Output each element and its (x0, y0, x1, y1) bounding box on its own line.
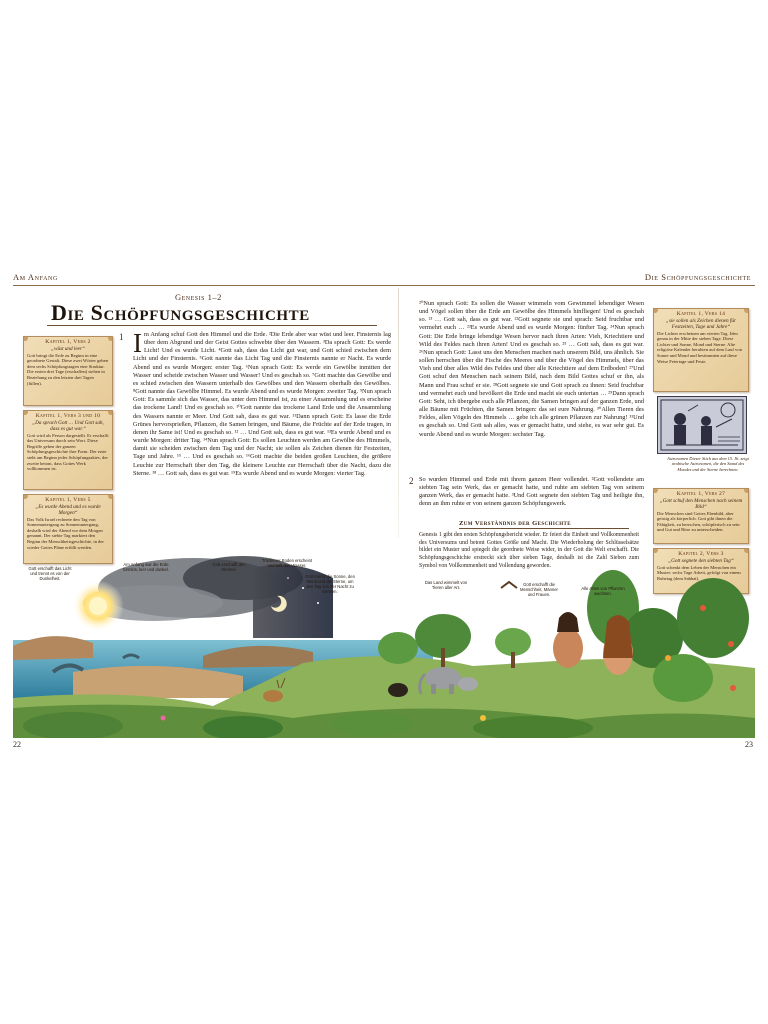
note-body: Die Menschen sind Gottes Ebenbild, aber geistig als körperlich. Gott gibt ihnen die Fähigkeit, zu herrschen, schöpferisch zu sein und Gut und Böse zu unterscheiden. (657, 510, 740, 533)
book-spread (13, 270, 755, 754)
note-body: Gott wird als Person dargestellt. Er erschafft das Universum durch sein Wort. Diese Begriffe geben der ganzen Schöpfungsgeschichte ihre Form. Der erste steht am Beginn jedes Schöpfungsaktes, der zweite betont, dass Gottes Werk vollkommen ist. (27, 432, 109, 472)
page-title: Die Schöpfungsgeschichte (51, 300, 310, 325)
page-number-right: 23 (745, 740, 753, 749)
label-animals: Das Land wimmelt von Tieren aller Art. (424, 580, 468, 590)
creation-illustration (13, 548, 755, 738)
label-humans: Gott erschafft die Menschheit, Männer und Frauen. (520, 582, 558, 597)
chapter-number-2: 2 (409, 476, 414, 486)
label-lights: Gott macht die Sonne, den Mond und die Sterne, um den Tag von der Nacht zu trennen. (305, 574, 355, 594)
header-rule (13, 285, 755, 286)
running-head-right: Die Schöpfungsgeschichte (644, 272, 751, 282)
note-quote: „wüst und leer“ (51, 345, 85, 352)
page-gutter (398, 288, 399, 538)
note-chapter1-verse27 (653, 488, 749, 544)
note-ref: Kapitel 1, Vers 27 (676, 491, 726, 497)
genesis-chapter1-verses1-19: m Anfang schuf Gott den Himmel und die Erde. ²Die Erde aber war wüst und leer. Finsternis lag über dem Abgrund und der Geist Gottes schwebte über den Wassern. ³Da sprach Gott: Es werde Licht! Und es wurde Licht. ⁴Gott sah, dass das Licht gut war, und Gott schied zwischen dem Licht und der Finsternis. ⁵Gott nannte das Licht Tag und die Finsternis nannte er Nacht. Es wurde Abend und es wurde Morgen: erster Tag. ⁶Nun sprach Gott: Es werde ein Gewölbe inmitten der Wasser und scheide zwischen Wasser und Wasser! Und es geschah so. ⁷Gott machte das Gewölbe und es schied zwischen den Wassern unterhalb des Gewölbes und den Wassern oberhalb des Gewölbes. ⁸Gott nannte das Gewölbe Himmel. Es wurde Abend und es wurde Morgen: zweiter Tag. ⁹Nun sprach Gott: Es sammle sich das Wasser, das unter dem Himmel ist, zu einer Ansammlung und es erscheine das trockene Land! Und es geschah so. ¹⁰Gott nannte das trockene Land Erde und die Ansammlung des Wassers nannte er Meer. Und Gott sah, dass es gut war. ¹¹Dann sprach Gott: Es lasse die Erde Grünes hervorsprießen, Pflanzen, die Samen bringen, und Bäume, die Früchte auf der Erde tragen, in denen ihr Same ist! Und es geschah so. ¹² … Und Gott sah, dass es gut war. ¹³Es wurde Abend und es wurde Morgen: dritter Tag. ¹⁴Nun sprach Gott: Es sollen Leuchten werden am Gewölbe des Himmels, damit sie scheiden zwischen dem Tag und der Nacht; sie sollen als Zeichen dienen für Festzeiten, Tage und Jahre. ¹⁵ … Und es geschah so. ¹⁶Gott machte die beiden großen Leuchten, die größere Leuchte zur Herrschaft über den Tag, die kleinere Leuchte zur Herrschaft über die Nacht, dazu die Sterne. ¹⁸ … Gott sah, dass es gut war. ¹⁹Es wurde Abend und es wurde Morgen: vierter Tag. (133, 331, 391, 477)
note-body: Gott bringt die Erde zu Beginn in eine geordnete Gestalt. Diese zwei Wörter geben dem sechs Schöpfungstagen eine Struktur. Die ersten drei Tage (erschaffen) stehen in Beziehung zu den letzten drei Tagen (füllen). (27, 352, 109, 386)
note-quote: „Es wurde Abend und es wurde Morgen“ (35, 503, 101, 516)
chapter-number-1: 1 (119, 332, 124, 342)
note-ref: Kapitel 1, Vers 5 (45, 497, 91, 503)
label-light: Gott erschafft das Licht und trennt es von der Dunkelheit. (28, 566, 72, 581)
note-ref: Kapitel 1, Vers 3 und 10 (35, 413, 101, 419)
section-heading: Zum Verständnis der Geschichte (459, 520, 629, 529)
section-body: Genesis 1 gibt den ersten Schöpfungsbericht wieder. Er feiert die Einheit und Vollkommenheit des Universums und betont Gottes Größe und Macht. Die Wiederholung der Schlüsselsätze bildet ein Muster und spiegelt die geordnete Weise wider, in der Gott die Welt erschafft. Die Schöpfungsgeschichte erstreckt sich über sieben Tage, deshalb ist die Zahl Sieben zum Symbol von Vollkommenheit und Vollendung geworden. (419, 532, 639, 569)
label-land: Trockener Boden erscheint und teilt das Wasser. (261, 558, 313, 568)
note-quote: „Gott schuf den Menschen nach seinem Bild“ (659, 497, 743, 510)
note-body: Das Volk Israel rechnete den Tag von Sonnenuntergang zu Sonnenuntergang, deshalb wird der Abend vor dem Morgen genannt. Der siebte Tag markiert den Beginn der Menschheitsgeschichte, in der wieder Gottes Pläne erfüllt werden. (27, 516, 104, 550)
note-quote: „sie sollen als Zeichen dienen für Festzeiten, Tage und Jahre“ (666, 317, 736, 330)
note-ref: Kapitel 1, Vers 14 (676, 311, 726, 317)
note-ref: Kapitel 2, Vers 3 (678, 551, 724, 557)
label-earth: Am Anfang war die Erde formlos, leer und dunkel. (123, 562, 169, 572)
genesis-chapter2-verses1-3: So wurden Himmel und Erde mit ihrem ganzen Heer vollendet. ²Gott vollendete am siebten Tag sein Werk, das er gemacht hatte, und ruhte am siebten Tag von seinem ganzen Werk, das er gemacht hatte. ³Und Gott segnete den siebten Tag und heiligte ihn, denn an ihm ruhte er von seinem ganzen Schöpfungswerk. (419, 476, 644, 508)
note-body: Die Lichter erscheinen am vierten Tag. Ideo genau in der Mitte der sieben Tage. Diese Lichter und Sonne, Mond und Sterne. Alte religiöse Kalender beruhten auf dem Lauf von Sonne und Mond und bestimmten auf diese Weise Feiertage und Feste. (657, 330, 742, 364)
note-quote: „Da sprach Gott … Und Gott sah, dass es gut war.“ (32, 419, 104, 432)
label-sky: Gott erschafft den Himmel. (212, 562, 246, 572)
scripture-reference: Genesis 1–2 (175, 292, 222, 302)
page-number-left: 22 (13, 740, 21, 749)
woodcut-image (658, 397, 746, 453)
note-ref: Kapitel 1, Vers 2 (45, 339, 91, 345)
note-chapter1-verse3-10 (23, 410, 113, 490)
woodcut-caption: Astronomen Dieser Stich aus dem 15. Jh. zeigt arabische Astronomen, die den Stand des Mondes und der Sterne berechnen. (667, 456, 749, 472)
note-body: Gott schenkt dem Leben der Menschen ein Muster: sechs Tage Arbeit, gefolgt von einem Ruhetag (dem Sabbat). (657, 564, 741, 581)
astronomers-woodcut (657, 396, 747, 454)
note-chapter1-verse14 (653, 308, 749, 392)
label-plants: Alle Arten von Pflanzen wachsen. (581, 586, 625, 596)
title-rule (47, 325, 377, 326)
note-quote: „Gott segnete den siebten Tag“ (668, 557, 734, 564)
note-chapter1-verse2 (23, 336, 113, 406)
genesis-chapter1-verses20-31: ²⁰Nun sprach Gott: Es sollen die Wasser wimmeln vom Gewimmel lebendiger Wesen und Vögel sollen über die Erde am Gewölbe des Himmels hinfliegen! Und es geschah so. ²¹ … Gott sah, dass es gut war. ²²Gott segnete sie und sprach: Seid fruchtbar und vermehrt euch … ²³Es wurde Abend und es wurde Morgen: fünfter Tag. ²⁴Nun sprach Gott: Die Erde bringe lebendige Wesen hervor nach ihren Arten: Vieh, Kriechtiere und Wild des Feldes nach ihren Arten! Und es geschah so. ²⁵ … Gott sah, dass es gut war. ²⁶Nun sprach Gott: Lasst uns den Menschen machen nach unserem Bild, uns ähnlich. Sie sollen herrschen über die Fische des Meeres und über die Vögel des Himmels, über das Vieh und über alles Wild des Feldes und über alle Kriechtiere auf dem Erdboden! ²⁷Und Gott schuf den Menschen nach seinem Bild, nach dem Bild Gottes schuf er ihn, als Mann und Frau schuf er sie. ²⁸Gott segnete sie und Gott sprach zu ihnen: Seid fruchtbar und vermehrt euch und bevölkert die Erde und macht sie euch untertan … ²⁹Dann sprach Gott: Seht, ich übergebe euch alle Pflanzen, die Samen bringen auf der ganzen Erde, und alle Bäume mit Früchten, die Samen bringen: das sei eure Nahrung. ³⁰Allen Tieren des Feldes, allen Vögeln des Himmels … gebe ich alle grünen Pflanzen zur Nahrung! ³¹Und es geschah so. Und Gott sah alles, was er gemacht hatte, und siehe, es war sehr gut. Es wurde Abend und es wurde Morgen: sechster Tag. (419, 300, 644, 438)
genesis-text-left (133, 328, 391, 478)
drop-cap: I (133, 328, 142, 358)
running-head-left: Am Anfang (13, 272, 58, 282)
